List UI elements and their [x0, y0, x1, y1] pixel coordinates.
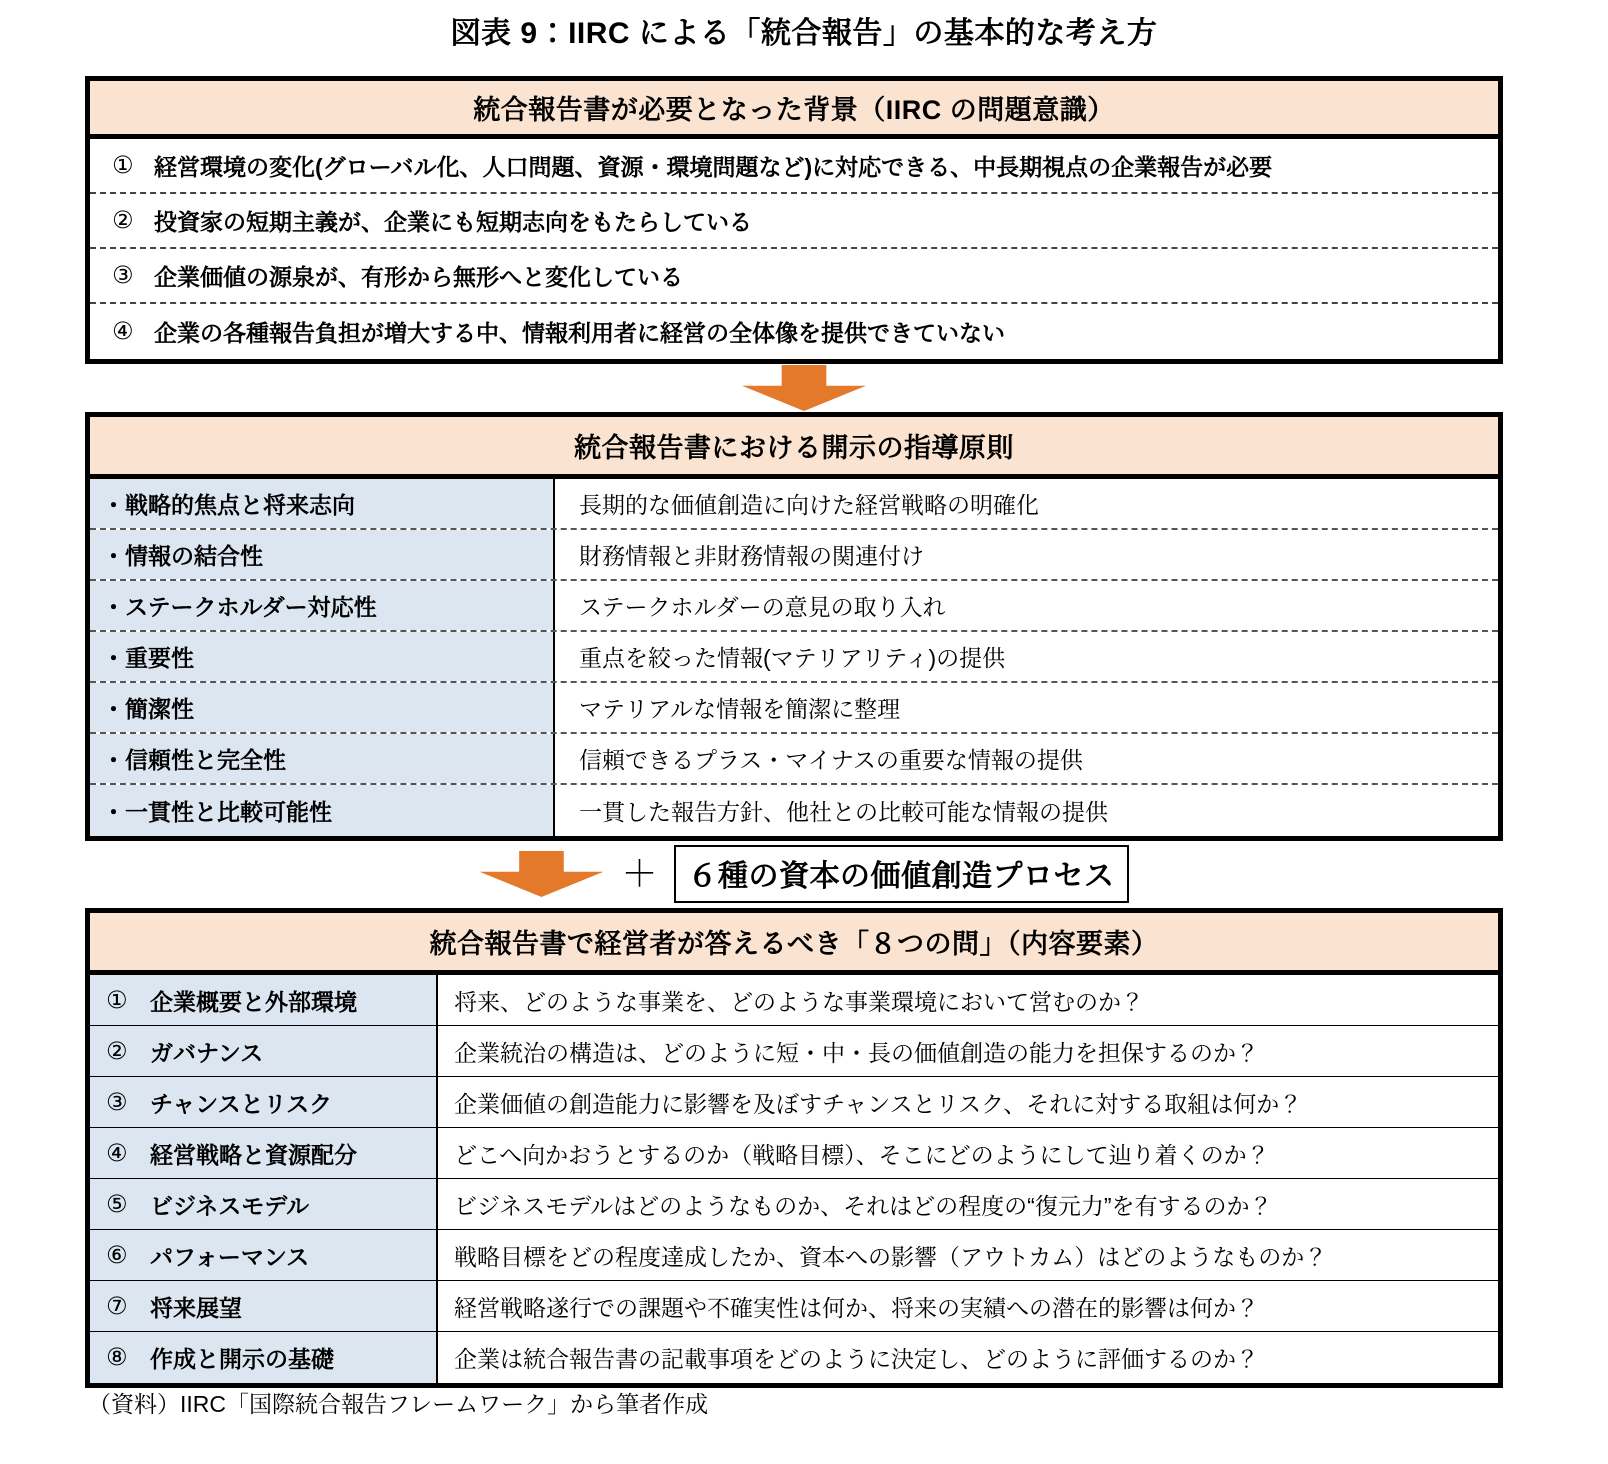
background-item-number: ④: [112, 318, 134, 345]
background-item-number: ②: [112, 207, 134, 234]
principles-table: [90, 479, 1498, 836]
principles-panel-header: 統合報告書における開示の指導原則: [90, 417, 1498, 479]
question-topic-label: ビジネスモデル: [150, 1192, 310, 1219]
table-row: [90, 1179, 1498, 1230]
question-topic: [90, 1179, 438, 1229]
question-number: ③: [106, 1088, 128, 1116]
table-row: [90, 1077, 1498, 1128]
principle-name: ・重要性: [90, 632, 555, 681]
question-number: ⑥: [106, 1241, 128, 1269]
question-text: 企業価値の創造能力に影響を及ぼすチャンスとリスク、それに対する取組は何か？: [454, 1090, 1303, 1117]
principle-description: マテリアルな情報を簡潔に整理: [579, 696, 901, 722]
question-topic: [90, 1026, 438, 1076]
principle-name: ・一貫性と比較可能性: [90, 785, 555, 836]
background-item: [90, 194, 1498, 249]
question-topic: [90, 1332, 438, 1383]
question-topic-label: 将来展望: [150, 1294, 242, 1321]
principles-panel: [85, 412, 1503, 841]
question-topic: [90, 1281, 438, 1331]
table-row: [90, 734, 1498, 785]
background-panel: [85, 76, 1503, 364]
question-topic: [90, 1077, 438, 1127]
question-topic: [90, 1230, 438, 1280]
question-text: ビジネスモデルはどのようなものか、それはどの程度の“復元力”を有するのか？: [454, 1192, 1273, 1219]
principle-description: 信頼できるプラス・マイナスの重要な情報の提供: [579, 747, 1083, 773]
question-number: ⑧: [106, 1344, 128, 1371]
background-panel-header: 統合報告書が必要となった背景（IIRC の問題意識）: [90, 81, 1498, 139]
principle-name: ・戦略的焦点と将来志向: [90, 479, 555, 528]
flow-connector-1: [0, 364, 1608, 412]
table-row: [90, 785, 1498, 836]
background-item: [90, 139, 1498, 194]
table-row: [90, 581, 1498, 632]
figure-title: 図表 9：IIRC による「統合報告」の基本的な考え方: [450, 17, 1158, 50]
down-arrow-icon: [479, 851, 603, 897]
question-number: ②: [106, 1037, 128, 1065]
background-item-text: 経営環境の変化(グローバル化、人口問題、資源・環境問題など)に対応できる、中長期視点の企業報告が必要: [154, 154, 1273, 180]
table-row: [90, 1281, 1498, 1332]
questions-table: [90, 975, 1498, 1383]
principle-description: 長期的な価値創造に向けた経営戦略の明確化: [579, 492, 1039, 518]
question-number: ①: [106, 986, 128, 1014]
table-row: [90, 632, 1498, 683]
question-text: どこへ向かおうとするのか（戦略目標）、そこにどのようにして辿り着くのか？: [454, 1141, 1270, 1168]
principle-description: 重点を絞った情報(マテリアリティ)の提供: [579, 645, 1006, 671]
source-note: （資料）IIRC「国際統合報告フレームワーク」から筆者作成: [88, 1391, 709, 1417]
question-text: 戦略目標をどの程度達成したか、資本への影響（アウトカム）はどのようなものか？: [454, 1243, 1328, 1270]
background-item-text: 企業の各種報告負担が増大する中、情報利用者に経営の全体像を提供できていない: [154, 320, 1005, 346]
table-row: [90, 1332, 1498, 1383]
question-topic-label: パフォーマンス: [150, 1243, 310, 1270]
table-row: [90, 479, 1498, 530]
down-arrow-icon: [742, 365, 866, 411]
question-number: ④: [106, 1139, 128, 1167]
question-text: 経営戦略遂行での課題や不確実性は何か、将来の実績への潜在的影響は何か？: [454, 1294, 1259, 1321]
background-item-text: 投資家の短期主義が、企業にも短期志向をもたらしている: [154, 209, 752, 235]
question-number: ⑤: [106, 1190, 128, 1218]
background-item-number: ③: [112, 262, 134, 289]
questions-panel-header: 統合報告書で経営者が答えるべき「８つの問」（内容要素）: [90, 913, 1498, 975]
principle-description: 一貫した報告方針、他社との比較可能な情報の提供: [579, 799, 1108, 825]
question-number: ⑦: [106, 1292, 128, 1320]
table-row: [90, 683, 1498, 734]
table-row: [90, 975, 1498, 1026]
background-item: [90, 304, 1498, 359]
question-text: 企業は統合報告書の記載事項をどのように決定し、どのように評価するのか？: [454, 1346, 1259, 1372]
table-row: [90, 530, 1498, 581]
question-topic-label: ガバナンス: [150, 1039, 264, 1066]
question-text: 将来、どのような事業を、どのような事業環境において営むのか？: [454, 988, 1144, 1015]
question-topic: [90, 1128, 438, 1178]
capital-process-box: ６種の資本の価値創造プロセス: [674, 845, 1129, 903]
principle-description: 財務情報と非財務情報の関連付け: [579, 543, 924, 569]
flow-connector-2: [0, 845, 1608, 903]
background-item-number: ①: [112, 152, 134, 179]
question-text: 企業統治の構造は、どのように短・中・長の価値創造の能力を担保するのか？: [454, 1039, 1259, 1066]
principle-description: ステークホルダーの意見の取り入れ: [579, 594, 946, 620]
principle-name: ・簡潔性: [90, 683, 555, 732]
table-row: [90, 1026, 1498, 1077]
question-topic-label: 企業概要と外部環境: [150, 988, 357, 1015]
principle-name: ・信頼性と完全性: [90, 734, 555, 783]
background-item: [90, 249, 1498, 304]
question-topic-label: チャンスとリスク: [150, 1090, 333, 1117]
plus-icon: ＋: [621, 853, 658, 894]
question-topic-label: 経営戦略と資源配分: [150, 1141, 357, 1168]
principle-name: ・情報の結合性: [90, 530, 555, 579]
table-row: [90, 1230, 1498, 1281]
questions-panel: [85, 908, 1503, 1388]
question-topic: [90, 975, 438, 1025]
question-topic-label: 作成と開示の基礎: [150, 1346, 334, 1372]
principle-name: ・ステークホルダー対応性: [90, 581, 555, 630]
table-row: [90, 1128, 1498, 1179]
background-item-list: [90, 139, 1498, 359]
background-item-text: 企業価値の源泉が、有形から無形へと変化している: [154, 264, 683, 290]
